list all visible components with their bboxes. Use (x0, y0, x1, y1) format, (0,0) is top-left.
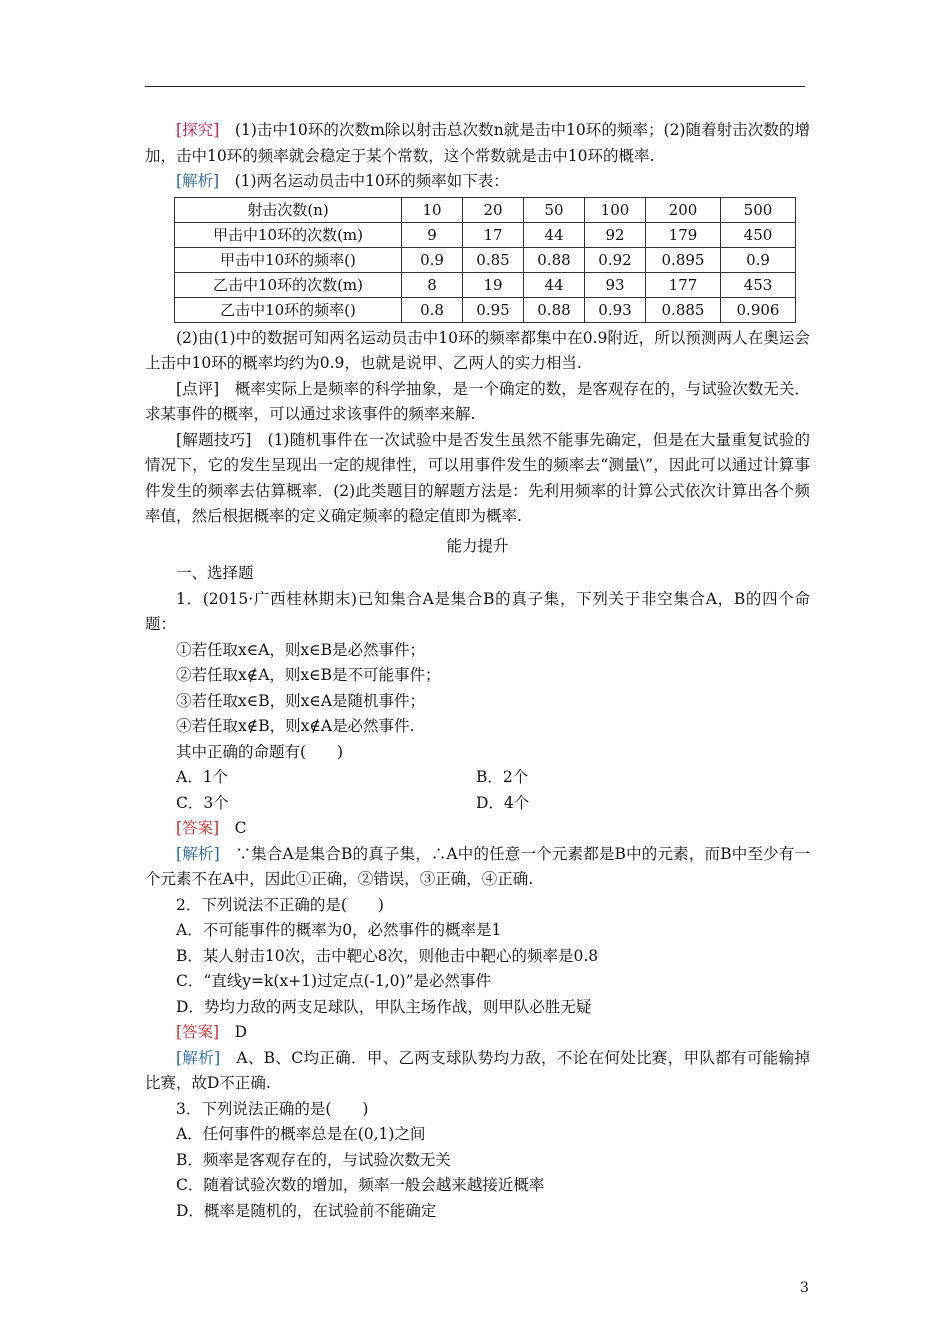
q1-option-d: D．4个 (476, 793, 530, 812)
table-cell: 200 (646, 197, 721, 222)
table-cell: 0.9 (721, 247, 796, 272)
table-cell: 19 (463, 272, 524, 297)
table-cell: 50 (524, 197, 585, 222)
q3-stem: 3．下列说法正确的是( ) (176, 1099, 369, 1118)
table-cell: 乙击中10环的次数(m) (175, 272, 402, 297)
q1-option-c: C．3个 (176, 793, 229, 812)
header-rule (145, 86, 805, 87)
q1-item: ④若任取x∉B，则x∉A是必然事件. (176, 717, 415, 735)
table-cell: 0.9 (402, 247, 463, 272)
table-cell: 9 (402, 222, 463, 247)
table-cell: 0.8 (402, 297, 463, 322)
analysis-text: (1)两名运动员击中10环的频率如下表： (234, 172, 509, 190)
table-cell: 92 (585, 222, 646, 247)
q1-item: ②若任取x∉A，则x∈B是不可能事件； (176, 666, 441, 684)
q1-answer (145, 816, 810, 842)
table-cell: 177 (646, 272, 721, 297)
table-cell: 射击次数(n) (175, 197, 402, 222)
q2-option: A．不可能事件的概率为0，必然事件的概率是1 (176, 921, 502, 939)
table-cell: 0.85 (463, 247, 524, 272)
tips-text: (1)随机事件在一次试验中是否发生虽然不能事先确定，但是在大量重复试验的情况下，它的发生呈现出一定的规律性，可以用事件发生的频率去“测量\”，因此可以通过计算事件发生的频率去估算概率．(2)此类题目的解题方法是：先利用频率的计算公式依次计算出各个频率值，然后根据概率的定义确定频率的稳定值即为概率. (145, 430, 810, 525)
table-cell: 8 (402, 272, 463, 297)
table-cell: 0.95 (463, 297, 524, 322)
tips-paragraph (145, 428, 810, 530)
q1-option-a: A．1个 (176, 768, 229, 786)
table-cell: 450 (721, 222, 796, 247)
q2-answer (145, 1020, 810, 1046)
table-cell: 10 (402, 197, 463, 222)
q2-option: B．某人射击10次，击中靶心8次，则他击中靶心的频率是0.8 (176, 946, 599, 965)
table-cell: 93 (585, 272, 646, 297)
table-cell: 500 (721, 197, 796, 222)
table-cell: 0.88 (524, 297, 585, 322)
table-row (175, 297, 796, 322)
table-cell: 甲击中10环的频率() (175, 247, 402, 272)
q1-analysis (145, 842, 810, 893)
q1-stem: 1．(2015·广西桂林期末)已知集合A是集合B的真子集，下列关于非空集合A，B的四个命题： (145, 589, 810, 633)
section-title: 能力提升 (446, 536, 509, 555)
q1-option-b: B．2个 (476, 768, 529, 786)
q1-item: ①若任取x∈A，则x∈B是必然事件； (176, 640, 426, 659)
table-cell: 0.92 (585, 247, 646, 272)
table-cell: 44 (524, 272, 585, 297)
explore-text: (1)击中10环的次数m除以射击总次数n就是击中10环的频率；(2)随着射击次数的增加，击中10环的频率就会稳定于某个常数，这个常数就是击中10环的概率. (145, 121, 810, 165)
analysis-paragraph (145, 169, 810, 195)
table-cell: 0.906 (721, 297, 796, 322)
explore-tag: [探究] (176, 121, 220, 139)
answer-value: D (234, 1023, 248, 1041)
table-cell: 0.88 (524, 247, 585, 272)
analysis-text: A、B、C均正确．甲、乙两支球队势均力敌，不论在何处比赛，甲队都有可能输掉比赛，故D不正确. (145, 1048, 810, 1092)
answer-tag: [答案] (176, 819, 220, 837)
table-cell: 17 (463, 222, 524, 247)
table-cell: 0.895 (646, 247, 721, 272)
q3-option: B．频率是客观存在的，与试验次数无关 (176, 1150, 451, 1169)
comment-paragraph (145, 377, 810, 428)
table-cell: 20 (463, 197, 524, 222)
q1-options-row (145, 765, 810, 791)
q3-option: A．任何事件的概率总是在(0,1)之间 (176, 1125, 426, 1143)
analysis-tag: [解析] (176, 844, 220, 863)
table-cell: 0.93 (585, 297, 646, 322)
analysis-text: ∵集合A是集合B的真子集，∴A中的任意一个元素都是B中的元素，而B中至少有一个元素不在A中，因此①正确，②错误，③正确，④正确. (145, 844, 810, 888)
answer-value: C (234, 819, 247, 837)
q2-option: C．“直线y=k(x+1)过定点(-1,0)”是必然事件 (176, 972, 492, 990)
q3-option: D．概率是随机的，在试验前不能确定 (176, 1201, 437, 1220)
answer-tag: [答案] (176, 1023, 220, 1041)
q2-option: D．势均力敌的两支足球队，甲队主场作战，则甲队必胜无疑 (176, 997, 592, 1016)
analysis-tag: [解析] (176, 1048, 221, 1067)
analysis-tag: [解析] (176, 172, 220, 190)
table-cell: 44 (524, 222, 585, 247)
q3-option: C．随着试验次数的增加，频率一般会越来越接近概率 (176, 1176, 545, 1194)
table-cell: 0.885 (646, 297, 721, 322)
q1-ask: 其中正确的命题有( ) (176, 742, 344, 761)
table-row (175, 222, 796, 247)
comment-tag: [点评] (176, 379, 220, 398)
frequency-table (174, 197, 796, 323)
part-title: 一、选择题 (176, 564, 254, 582)
table-cell: 453 (721, 272, 796, 297)
explore-paragraph (145, 118, 810, 169)
table-row (175, 197, 796, 222)
table-cell: 179 (646, 222, 721, 247)
page-content (145, 118, 810, 1224)
table-cell: 甲击中10环的次数(m) (175, 222, 402, 247)
table-cell: 乙击中10环的频率() (175, 297, 402, 322)
q1-options-row (145, 791, 810, 817)
q2-stem: 2．下列说法不正确的是( ) (176, 895, 384, 914)
comment-text: 概率实际上是频率的科学抽象，是一个确定的数，是客观存在的，与试验次数无关．求某事件的概率，可以通过求该事件的频率来解. (145, 379, 810, 423)
table-row (175, 247, 796, 272)
q1-item: ③若任取x∈B，则x∈A是随机事件； (176, 691, 426, 710)
page-number: 3 (800, 1280, 809, 1296)
analysis-part2: (2)由(1)中的数据可知两名运动员击中10环的频率都集中在0.9附近，所以预测两人在奥运会上击中10环的概率均约为0.9，也就是说甲、乙两人的实力相当. (145, 328, 810, 372)
table-cell: 100 (585, 197, 646, 222)
table-row (175, 272, 796, 297)
q2-analysis (145, 1046, 810, 1097)
tips-tag: [解题技巧] (176, 430, 252, 449)
